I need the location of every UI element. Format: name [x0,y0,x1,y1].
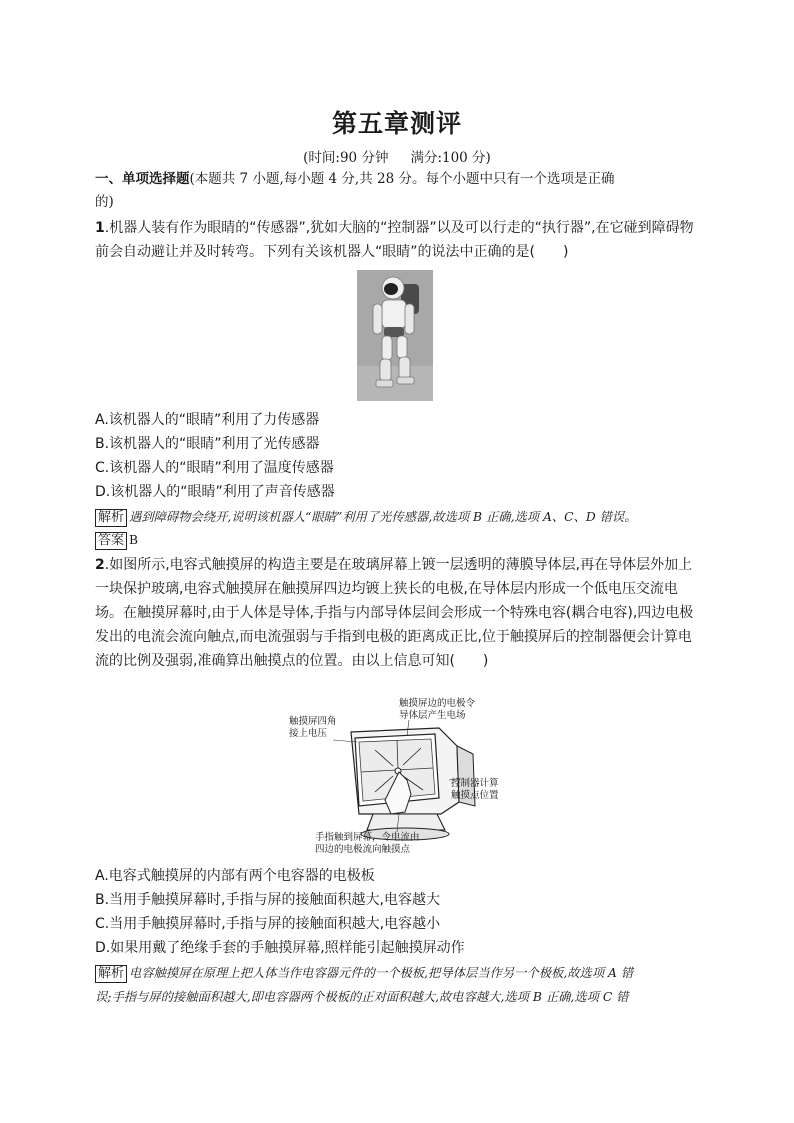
full-score: 满分:100 分) [410,150,491,166]
section-description-cont: 的) [95,194,114,210]
label-finger-touch-line2: 四边的电极流向触摸点 [315,844,411,855]
question-text-line-5: 流的比例及强弱,准确算出触摸点的位置。由以上信息可知( ) [95,653,489,669]
exam-info [0,146,794,166]
question-text: .如图所示,电容式触摸屏的构造主要是在玻璃屏幕上镀一层透明的薄膜导体层,再在导体层外加上 [104,557,693,573]
touchscreen-diagram [289,698,509,862]
page-title: 第五章测评 [331,109,462,138]
section-title: 一、单项选择题 [95,171,190,187]
question-2-stem [95,553,695,673]
label-edge-field-line1: 触摸屏边的电极令 [399,698,476,709]
question-1-stem [95,216,695,264]
question-1-option-c: C.该机器人的“眼睛”利用了温度传感器 [95,460,334,476]
label-finger-touch-line1: 手指触到屏幕，令电流由 [315,832,420,843]
analysis-tag: 解析 [95,965,127,983]
label-corner-voltage-line2: 接上电压 [289,728,328,739]
label-controller-line2: 触摸点位置 [451,790,499,801]
question-2-option-c: C.当用手触摸屏幕时,手指与屏的接触面积越大,电容越小 [95,916,441,932]
question-2-option-d: D.如果用戴了绝缘手套的手触摸屏幕,照样能引起触摸屏动作 [95,940,465,956]
question-text-line-2: 一块保护玻璃,电容式触摸屏在触摸屏四边均镀上狭长的电极,在导体层内形成一个低电压交流电 [95,581,678,597]
question-1-analysis [95,505,695,529]
time-limit: (时间:90 分钟 [303,150,389,166]
question-2-analysis [95,961,695,1009]
analysis-text-cont: 误;手指与屏的接触面积越大,即电容器两个极板的正对面积越大,故电容越大,选项 B 正确,选项 C 错 [95,990,629,1004]
question-1-option-a: A.该机器人的“眼睛”利用了力传感器 [95,412,320,428]
robot-image [357,270,433,401]
analysis-tag: 解析 [95,509,127,527]
question-text-cont: 前会自动避让并及时转弯。下列有关该机器人“眼睛”的说法中正确的是( ) [95,244,569,260]
question-number: 1 [95,220,105,236]
answer-value: B [129,533,139,547]
robot-illustration [357,270,433,401]
label-corner-voltage [289,716,337,740]
question-2-option-a: A.电容式触摸屏的内部有两个电容器的电极板 [95,868,375,884]
question-text-line-3: 场。在触摸屏幕时,由于人体是导体,手指与内部导体层间会形成一个特殊电容(耦合电容),四边电极 [95,605,694,621]
question-text-line-4: 发出的电流会流向触点,而电流强弱与手指到电极的距离成正比,位于触摸屏后的控制器便会计算电 [95,629,692,645]
answer-tag: 答案 [95,532,127,550]
label-controller [451,778,499,802]
question-1-answer [95,528,695,552]
question-number: 2 [95,557,105,573]
question-1-option-d: D.该机器人的“眼睛”利用了声音传感器 [95,484,335,500]
analysis-text: 电容触摸屏在原理上把人体当作电容器元件的一个极板,把导体层当作另一个极板,故选项 A 错 [129,966,634,980]
label-edge-field-line2: 导体层产生电场 [399,710,466,721]
label-corner-voltage-line1: 触摸屏四角 [289,716,337,727]
question-2-option-b: B.当用手触摸屏幕时,手指与屏的接触面积越大,电容越大 [95,892,440,908]
label-finger-touch [315,832,420,856]
section-heading [95,168,695,214]
label-edge-field [399,698,475,722]
question-text: .机器人装有作为眼睛的“传感器”,犹如大脑的“控制器”以及可以行走的“执行器”,在它碰到障碍物 [104,220,694,236]
label-controller-line1: 控制器计算 [451,778,499,789]
section-description: (本题共 7 小题,每小题 4 分,共 28 分。每个小题中只有一个选项是正确 [189,171,615,187]
analysis-text: 遇到障碍物会绕开,说明该机器人“眼睛”利用了光传感器,故选项 B 正确,选项 A、C、D 错误。 [129,510,637,524]
question-1-option-b: B.该机器人的“眼睛”利用了光传感器 [95,436,320,452]
